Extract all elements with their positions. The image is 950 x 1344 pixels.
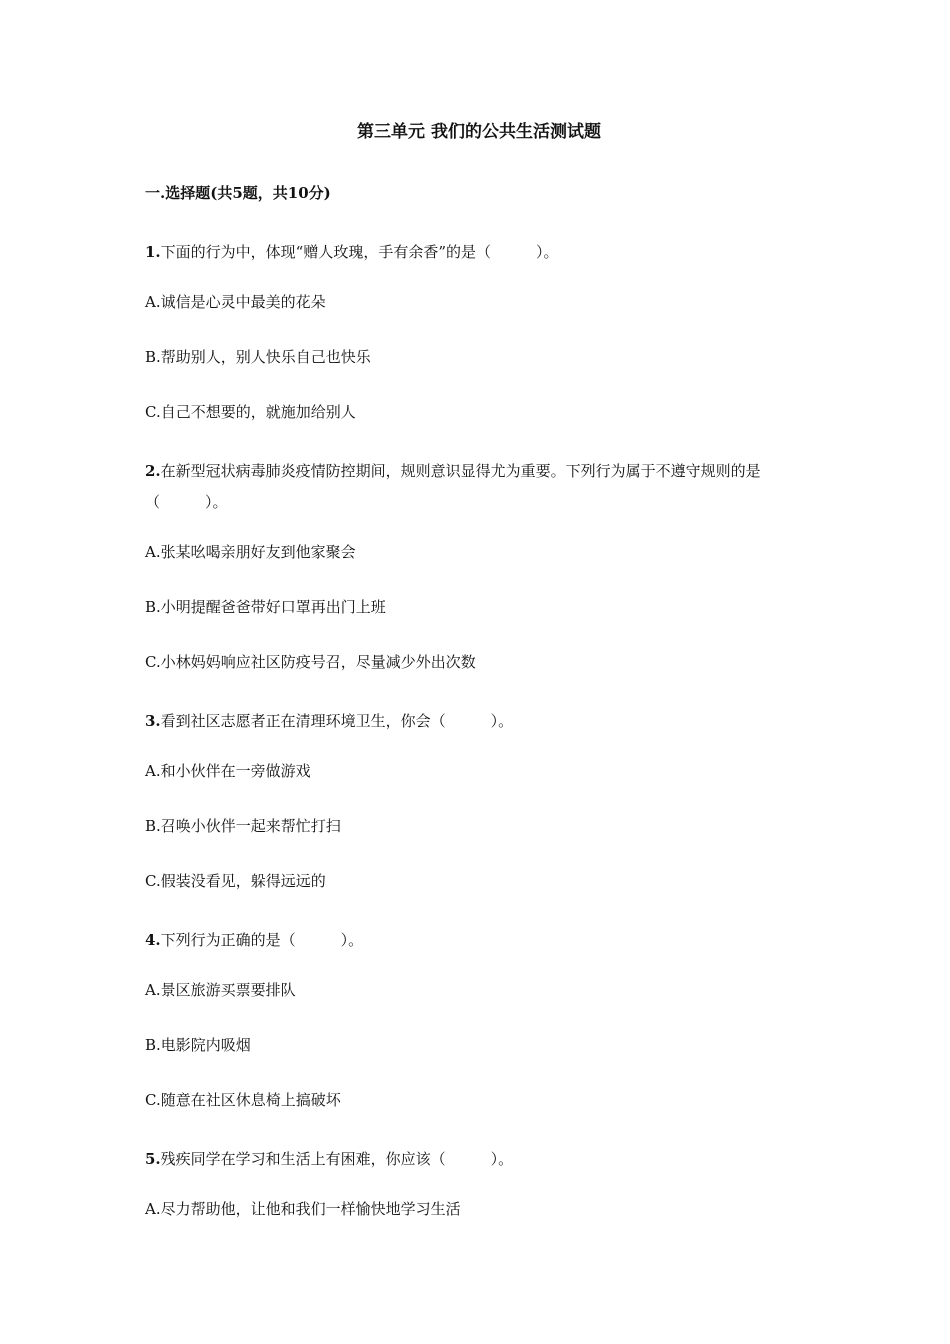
option-b: B.帮助别人，别人快乐自己也快乐	[145, 348, 371, 366]
option-c: C.假装没看见，躲得远远的	[145, 872, 326, 890]
question-text: 下面的行为中，体现“赠人玫瑰，手有余香”的是（ ）。	[160, 243, 559, 261]
question-stem	[145, 925, 805, 956]
option-a: A.张某吆喝亲朋好友到他家聚会	[145, 543, 356, 561]
question-number: 1.	[145, 243, 161, 261]
question-number: 2.	[145, 462, 161, 480]
option-c: C.小林妈妈响应社区防疫号召，尽量减少外出次数	[145, 653, 476, 671]
option-b: B.电影院内吸烟	[145, 1036, 251, 1054]
question-number: 3.	[145, 712, 161, 730]
question-text: 看到社区志愿者正在清理环境卫生，你会（ ）。	[160, 712, 514, 730]
question-number: 5.	[145, 1150, 161, 1168]
question-text: 残疾同学在学习和生活上有困难，你应该（ ）。	[160, 1150, 514, 1168]
question-stem	[145, 1144, 805, 1175]
question-2	[145, 456, 805, 673]
question-text: 在新型冠状病毒肺炎疫情防控期间，规则意识显得尤为重要。下列行为属于不遵守规则的是（ ）。	[145, 462, 761, 511]
option-a: A.尽力帮助他，让他和我们一样愉快地学习生活	[145, 1200, 461, 1218]
page-title: 第三单元 我们的公共生活测试题	[357, 122, 601, 142]
question-3	[145, 706, 805, 892]
question-1	[145, 237, 805, 423]
section-heading: 一.选择题(共5题，共10分)	[145, 184, 331, 202]
option-c: C.自己不想要的，就施加给别人	[145, 403, 356, 421]
question-number: 4.	[145, 931, 161, 949]
question-4	[145, 925, 805, 1111]
option-a: A.诚信是心灵中最美的花朵	[145, 293, 326, 311]
option-a: A.和小伙伴在一旁做游戏	[145, 762, 311, 780]
option-a: A.景区旅游买票要排队	[145, 981, 296, 999]
option-c: C.随意在社区休息椅上搞破坏	[145, 1091, 341, 1109]
option-b: B.小明提醒爸爸带好口罩再出门上班	[145, 598, 386, 616]
question-text: 下列行为正确的是（ ）。	[160, 931, 364, 949]
question-stem	[145, 706, 805, 737]
question-5	[145, 1144, 805, 1220]
option-b: B.召唤小伙伴一起来帮忙打扫	[145, 817, 341, 835]
question-stem	[145, 237, 805, 268]
question-stem	[145, 456, 805, 518]
